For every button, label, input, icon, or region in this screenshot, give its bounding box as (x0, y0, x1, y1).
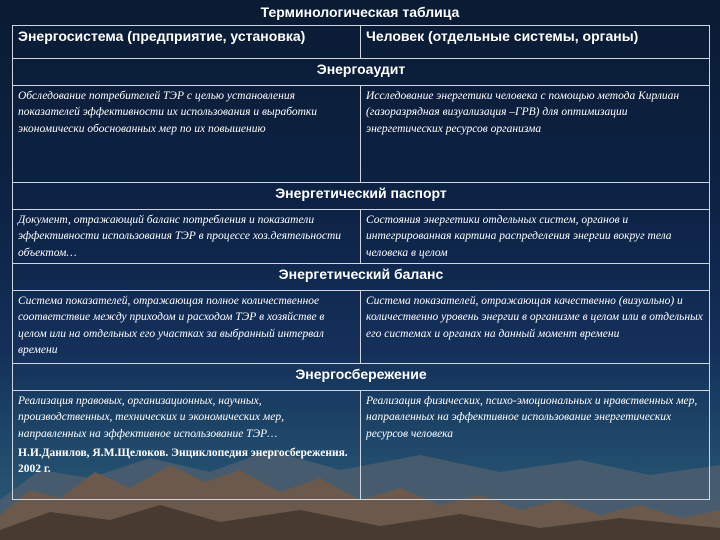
energy-saving-system-text: Реализация правовых, организационных, научных, производственных, технических и экономических мер, направленных на эффективное использование ТЭР… (18, 395, 284, 440)
table-row (13, 391, 710, 500)
energy-balance-human-cell: Система показателей, отражающая качественно (визуально) и количественно уровень энергии в организме в целом или в отдельных его системах и органах на данный момент времени (361, 291, 710, 364)
table-row (13, 86, 710, 183)
energy-saving-system-cell (13, 391, 361, 500)
header-human: Человек (отдельные системы, органы) (361, 26, 710, 59)
energy-audit-human-cell: Исследование энергетики человека с помощью метода Кирлиан (газоразрядная визуализация –ГРВ) для оптимизации энергетических ресурсов организма (361, 86, 710, 183)
table-row (13, 210, 710, 264)
energy-balance-system-cell: Система показателей, отражающая полное количественное соответствие между приходом и расходом ТЭР в хозяйстве в целом или на отдельных его участках за выбранный интервал времени (13, 291, 361, 364)
section-energy-passport: Энергетический паспорт (13, 183, 710, 210)
section-energy-saving: Энергосбережение (13, 364, 710, 391)
energy-passport-system-cell: Документ, отражающий баланс потребления и показатели эффективности использования ТЭР в процессе хоз.деятельности объектом… (13, 210, 361, 264)
table-header-row (13, 26, 710, 59)
energy-passport-human-cell: Состояния энергетики отдельных систем, органов и интегрированная картина распределения энергии вокруг тела человека в целом (361, 210, 710, 264)
header-energy-system: Энергосистема (предприятие, установка) (13, 26, 361, 59)
section-heading-row (13, 183, 710, 210)
energy-saving-human-cell: Реализация физических, психо-эмоциональных и нравственных мер, направленных на эффективное использование энергетических ресурсов человека (361, 391, 710, 500)
section-energy-audit: Энергоаудит (13, 59, 710, 86)
section-heading-row (13, 59, 710, 86)
table-row (13, 291, 710, 364)
page-title: Терминологическая таблица (260, 4, 460, 20)
terminology-table (12, 25, 710, 500)
energy-audit-system-cell: Обследование потребителей ТЭР с целью установления показателей эффективности их использования и выработки экономически обоснованных мер по их повышению (13, 86, 361, 183)
section-energy-balance: Энергетический баланс (13, 264, 710, 291)
citation: Н.И.Данилов, Я.М.Щелоков. Энциклопедия энергосбережения. 2002 г. (18, 446, 348, 476)
section-heading-row (13, 264, 710, 291)
section-heading-row (13, 364, 710, 391)
